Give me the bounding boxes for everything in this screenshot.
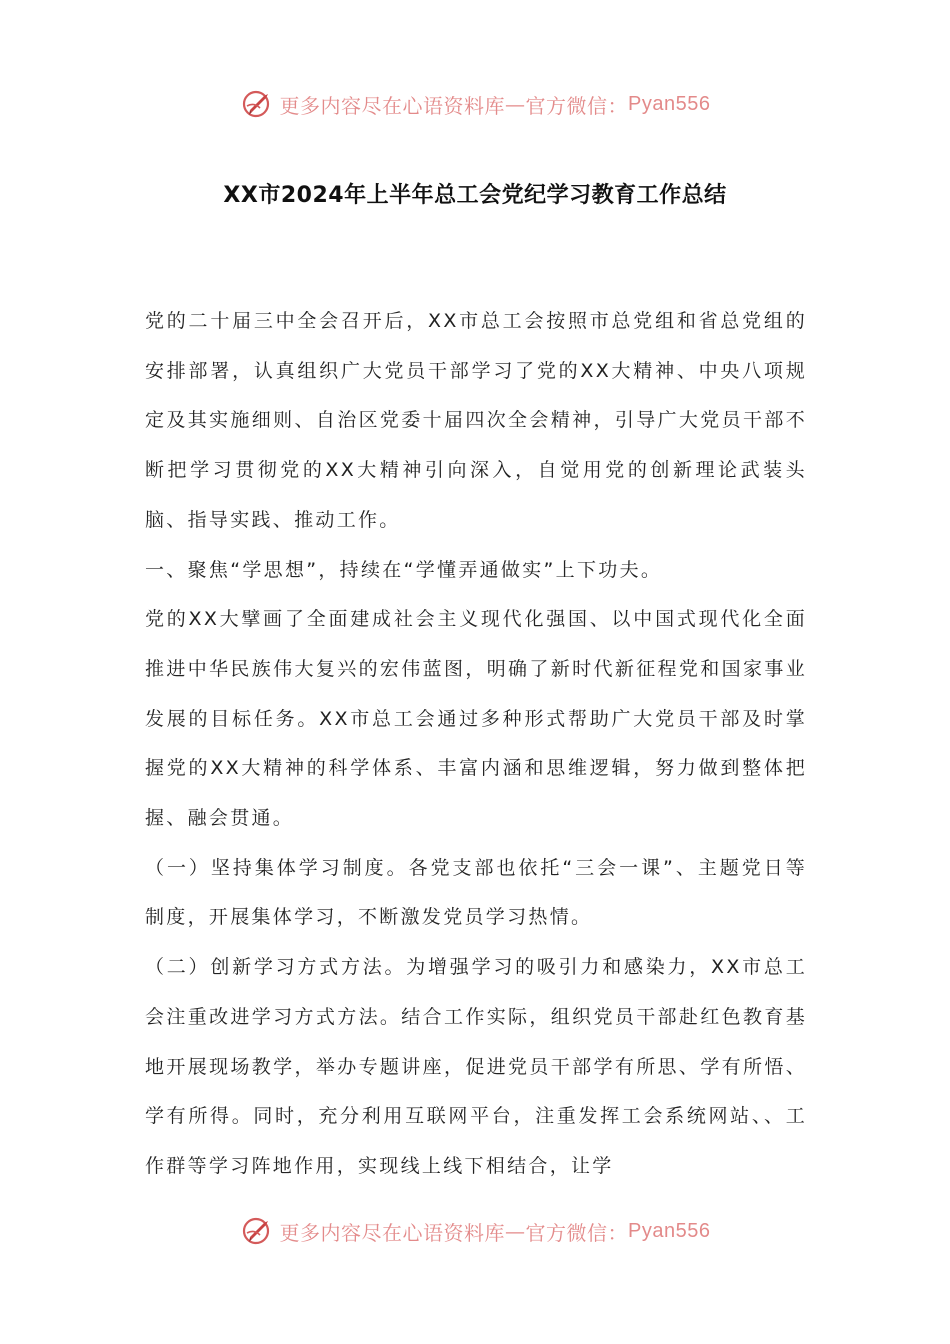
paragraph-intro: 党的二十届三中全会召开后，XX市总工会按照市总党组和省总党组的安排部署，认真组织广大党员干部学习了党的XX大精神、中央八项规定及其实施细则、自治区党委十届四次全会精神，引导广大党员干部不断把学习贯彻党的XX大精神引向深入，自觉用党的创新理论武装头脑、指导实践、推动工作。 bbox=[145, 310, 807, 531]
watermark-id: Pyan556 bbox=[628, 92, 711, 115]
document-body bbox=[145, 297, 807, 1192]
watermark-text: 更多内容尽在心语资料库 bbox=[279, 93, 506, 118]
paragraph-section-1: 党的XX大擘画了全面建成社会主义现代化强国、以中国式现代化全面推进中华民族伟大复兴的宏伟蓝图，明确了新时代新征程党和国家事业发展的目标任务。XX市总工会通过多种形式帮助广大党员干部及时掌握党的XX大精神的科学体系、丰富内涵和思维逻辑，努力做到整体把握、融会贯通。 bbox=[145, 608, 807, 830]
watermark-dash: — bbox=[505, 1219, 526, 1243]
pen-logo-icon bbox=[240, 1213, 276, 1249]
watermark-label: 官方微信： bbox=[525, 1220, 629, 1245]
paragraph-item-2: （二）创新学习方式方法。为增强学习的吸引力和感染力，XX市总工会注重改进学习方式方法。结合工作实际，组织党员干部赴红色教育基地开展现场教学，举办专题讲座，促进党员干部学有所思、学有所悟、学有所得。同时，充分利用互联网平台，注重发挥工会系统网站、、工作群等学习阵地作用，实现线上线下相结合，让学 bbox=[145, 956, 807, 1177]
watermark-footer bbox=[0, 1211, 950, 1251]
watermark-text: 更多内容尽在心语资料库 bbox=[279, 1220, 506, 1245]
watermark-header bbox=[0, 84, 950, 124]
document-title: XX市2024年上半年总工会党纪学习教育工作总结 bbox=[223, 183, 727, 208]
section-heading-1: 一、聚焦“学思想”，持续在“学懂弄通做实”上下功夫。 bbox=[145, 558, 663, 581]
watermark-id: Pyan556 bbox=[628, 1219, 711, 1242]
pen-logo-icon bbox=[240, 86, 276, 122]
watermark-label: 官方微信： bbox=[525, 93, 629, 118]
watermark-dash: — bbox=[505, 92, 526, 116]
paragraph-item-1: （一）坚持集体学习制度。各党支部也依托“三会一课”、主题党日等制度，开展集体学习，不断激发党员学习热情。 bbox=[145, 856, 807, 929]
